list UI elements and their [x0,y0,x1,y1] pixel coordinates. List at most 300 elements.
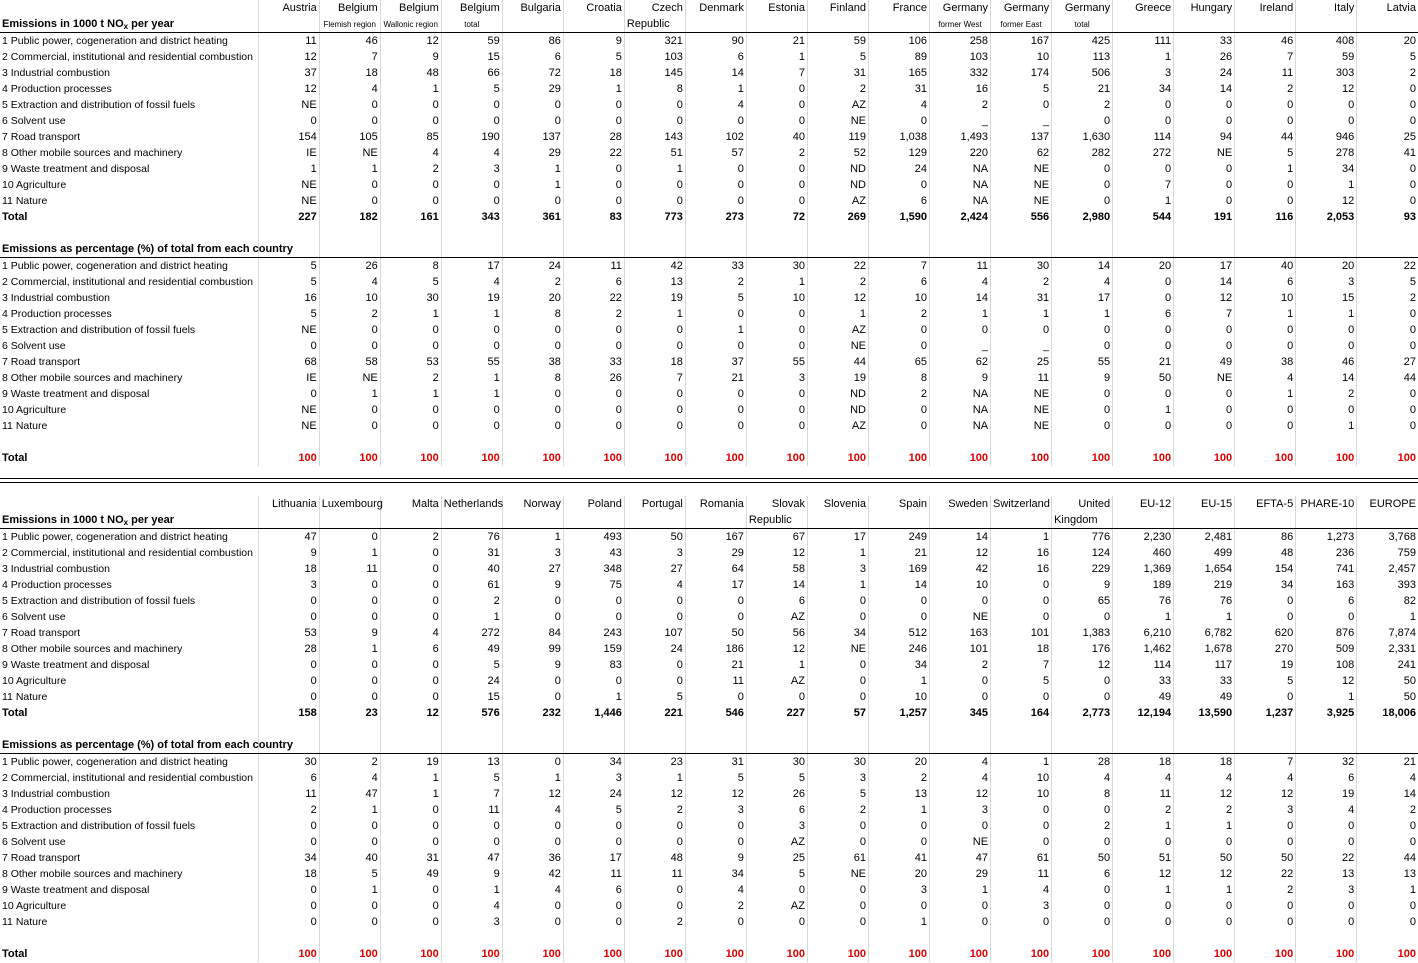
value-cell: 0 [563,402,624,418]
value-cell: AZ [746,898,807,914]
value-cell: 30 [258,754,319,771]
value-cell: 4 [1052,770,1113,786]
value-cell: 4 [1113,770,1174,786]
value-cell: 0 [380,177,441,193]
sector-label: 7 Road transport [2,626,81,639]
value-cell: 4 [441,274,502,290]
value-cell: 0 [1357,914,1418,930]
value-cell: 393 [1357,577,1418,593]
value-cell: 43 [563,545,624,561]
value-cell: 12 [1052,657,1113,673]
value-cell: 42 [624,258,685,275]
value-cell: 258 [930,33,991,50]
value-cell: 0 [1357,386,1418,402]
value-cell: 0 [991,802,1052,818]
value-cell: 94 [1174,129,1235,145]
value-cell: 0 [1052,882,1113,898]
value-cell: 143 [624,129,685,145]
value-cell: 7 [1235,49,1296,65]
total-cell: 343 [441,209,502,225]
value-cell: 31 [807,65,868,81]
value-cell: 89 [868,49,929,65]
value-cell: 10 [868,689,929,705]
value-cell: 0 [624,402,685,418]
value-cell: 5 [624,689,685,705]
value-cell: 34 [685,866,746,882]
empty-cell [624,225,685,241]
value-cell: 0 [319,529,380,546]
value-cell: 0 [1357,177,1418,193]
value-cell: 7 [624,370,685,386]
value-cell: 27 [624,561,685,577]
value-cell: 0 [624,113,685,129]
value-cell: 1 [685,81,746,97]
value-cell: 13 [624,274,685,290]
value-cell: 0 [1052,193,1113,209]
value-cell: 58 [746,561,807,577]
value-cell: 0 [258,113,319,129]
value-cell: 0 [441,338,502,354]
value-cell: 62 [930,354,991,370]
value-cell: 4 [991,882,1052,898]
column-header: United [1052,496,1113,512]
sector-label: 5 Extraction and distribution of fossil fuels [2,819,196,832]
value-cell: 50 [1357,689,1418,705]
value-cell: 1 [991,306,1052,322]
value-cell: 2 [624,802,685,818]
value-cell: 17 [685,577,746,593]
value-cell: 1,678 [1174,641,1235,657]
empty-cell [685,737,746,754]
sector-label: 3 Industrial combustion [2,66,110,79]
value-cell: 1 [624,770,685,786]
value-cell: 68 [258,354,319,370]
value-cell: 5 [380,274,441,290]
value-cell: 5 [441,81,502,97]
value-cell: 0 [1113,290,1174,306]
value-cell: 2 [930,97,991,113]
value-cell: 0 [258,609,319,625]
value-cell: 0 [1113,274,1174,290]
value-cell: 4 [1174,770,1235,786]
value-cell: 9 [1052,577,1113,593]
value-cell: 15 [441,689,502,705]
value-cell: 0 [1357,113,1418,129]
value-cell: 10 [991,770,1052,786]
value-cell: 0 [563,673,624,689]
total-percent-cell: 100 [807,450,868,466]
value-cell: 1 [1113,193,1174,209]
value-cell: 12 [502,786,563,802]
value-cell: 0 [441,402,502,418]
value-cell: 6 [1235,274,1296,290]
column-header: Netherlands [441,496,502,512]
empty-cell [1113,434,1174,450]
empty-cell [1113,737,1174,754]
value-cell: 14 [746,577,807,593]
value-cell: 0 [319,834,380,850]
value-cell: 13 [441,754,502,771]
value-cell: 0 [868,402,929,418]
value-cell: 1 [1174,882,1235,898]
table-row [0,786,1418,802]
value-cell: 0 [868,609,929,625]
value-cell: 1 [1235,306,1296,322]
value-cell: 6 [1052,866,1113,882]
value-cell: 12 [685,786,746,802]
value-cell: AZ [807,97,868,113]
value-cell: 0 [1052,418,1113,434]
value-cell: 2 [1235,81,1296,97]
value-cell: 40 [746,129,807,145]
value-cell: 34 [807,625,868,641]
total-percent-cell: 100 [1296,450,1357,466]
value-cell: 425 [1052,33,1113,50]
value-cell: 460 [1113,545,1174,561]
value-cell: 1 [319,802,380,818]
total-cell: 12,194 [1113,705,1174,721]
value-cell: 0 [380,418,441,434]
value-cell: 2,230 [1113,529,1174,546]
sector-label: 8 Other mobile sources and machinery [2,642,183,655]
empty-cell [380,721,441,737]
empty-cell [319,930,380,946]
value-cell: 0 [930,322,991,338]
value-cell: 2 [319,306,380,322]
sector-label: 6 Solvent use [2,835,66,848]
value-cell: 3 [1296,274,1357,290]
empty-cell [685,434,746,450]
value-cell: 34 [1235,577,1296,593]
empty-cell [502,930,563,946]
value-cell: 1,273 [1296,529,1357,546]
value-cell: 5 [991,81,1052,97]
total-percent-cell: 100 [930,946,991,962]
value-cell: 46 [319,33,380,50]
empty-cell [441,225,502,241]
empty-cell [1235,225,1296,241]
total-percent-cell: 100 [1052,946,1113,962]
value-cell: 189 [1113,577,1174,593]
value-cell: 0 [624,338,685,354]
value-cell: 22 [807,258,868,275]
value-cell: 2 [1052,97,1113,113]
column-subheader [441,512,502,529]
value-cell: 2,331 [1357,641,1418,657]
value-cell: 30 [991,258,1052,275]
value-cell: 0 [807,914,868,930]
total-label: Total [2,210,28,223]
empty-cell [441,721,502,737]
value-cell: 124 [1052,545,1113,561]
table-row [0,834,1418,850]
value-cell: 0 [1113,338,1174,354]
column-header: Malta [380,496,441,512]
column-subheader [746,16,807,33]
table-row [0,161,1418,177]
value-cell: NE [258,97,319,113]
value-cell: 0 [563,386,624,402]
value-cell: 0 [1113,113,1174,129]
value-cell: 0 [380,322,441,338]
total-cell: 12 [380,705,441,721]
value-cell: 2 [685,274,746,290]
value-cell: 12 [807,290,868,306]
value-cell: 11 [563,866,624,882]
value-cell: 0 [563,113,624,129]
value-cell: 0 [380,673,441,689]
percentage-title-row [0,737,1418,754]
title-text: Emissions in 1000 t NO [2,513,124,526]
spacer-row [0,721,1418,737]
empty-cell [563,241,624,258]
value-cell: 0 [258,593,319,609]
value-cell: 7 [991,657,1052,673]
sector-label: 7 Road transport [2,355,81,368]
value-cell: 1 [319,545,380,561]
value-cell: 12 [380,33,441,50]
value-cell: 30 [746,258,807,275]
empty-cell [258,225,319,241]
empty-cell [746,241,807,258]
value-cell: 0 [563,914,624,930]
empty-cell [319,434,380,450]
value-cell: 0 [685,609,746,625]
value-cell: NA [930,386,991,402]
sector-label: 8 Other mobile sources and machinery [2,867,183,880]
column-header: Lithuania [258,496,319,512]
total-cell: 164 [991,705,1052,721]
value-cell: 5 [991,673,1052,689]
column-subheader: former East [991,16,1052,33]
empty-cell [441,737,502,754]
value-cell: 1 [1357,609,1418,625]
empty-cell [0,930,258,946]
column-header: Belgium [380,0,441,16]
table-row [0,657,1418,673]
value-cell: 6 [563,882,624,898]
value-cell: _ [991,338,1052,354]
empty-cell [1174,721,1235,737]
percentage-total-row [0,450,1418,466]
value-cell: 5 [685,290,746,306]
value-cell: 6 [868,274,929,290]
value-cell: 0 [807,689,868,705]
value-cell: 0 [1357,322,1418,338]
value-cell: 408 [1296,33,1357,50]
value-cell: 14 [1296,370,1357,386]
empty-cell [258,930,319,946]
column-subheader [685,16,746,33]
value-cell: 0 [441,193,502,209]
sector-label: 4 Production processes [2,803,112,816]
value-cell: 64 [685,561,746,577]
column-subheader [1113,512,1174,529]
column-subheader: Flemish region [319,16,380,33]
value-cell: 1 [807,577,868,593]
value-cell: 0 [1296,113,1357,129]
value-cell: 1 [441,306,502,322]
value-cell: 50 [1174,850,1235,866]
value-cell: 176 [1052,641,1113,657]
value-cell: 137 [502,129,563,145]
sector-label: 7 Road transport [2,130,81,143]
value-cell: 20 [1296,258,1357,275]
value-cell: 66 [441,65,502,81]
empty-cell [1052,241,1113,258]
value-cell: 5 [746,770,807,786]
value-cell: 946 [1296,129,1357,145]
total-percent-cell: 100 [441,450,502,466]
total-cell: 576 [441,705,502,721]
value-cell: 1 [868,673,929,689]
empty-cell [868,241,929,258]
value-cell: 56 [746,625,807,641]
value-cell: 0 [1052,177,1113,193]
value-cell: 34 [563,754,624,771]
empty-cell [807,434,868,450]
value-cell: 506 [1052,65,1113,81]
empty-cell [868,930,929,946]
value-cell: 65 [1052,593,1113,609]
value-cell: 8 [502,306,563,322]
value-cell: 0 [685,306,746,322]
value-cell: 7 [746,65,807,81]
value-cell: 129 [868,145,929,161]
column-subheader [991,512,1052,529]
value-cell: 4 [685,97,746,113]
value-cell: IE [258,370,319,386]
value-cell: 0 [991,689,1052,705]
value-cell: 47 [930,850,991,866]
value-cell: 50 [1235,850,1296,866]
empty-cell [380,225,441,241]
empty-cell [1296,434,1357,450]
value-cell: 220 [930,145,991,161]
value-cell: 0 [258,898,319,914]
value-cell: 0 [685,177,746,193]
empty-cell [441,241,502,258]
value-cell: 3 [868,882,929,898]
value-cell: 20 [1357,33,1418,50]
value-cell: 4 [1235,770,1296,786]
value-cell: 2 [380,161,441,177]
value-cell: 11 [624,866,685,882]
empty-cell [319,737,380,754]
total-cell: 546 [685,705,746,721]
value-cell: 18 [258,866,319,882]
value-cell: 0 [380,609,441,625]
table-row [0,898,1418,914]
value-cell: 1 [563,81,624,97]
value-cell: 4 [930,770,991,786]
value-cell: 0 [1296,97,1357,113]
column-header: Czech [624,0,685,16]
value-cell: 24 [868,161,929,177]
value-cell: 31 [868,81,929,97]
value-cell: ND [807,177,868,193]
value-cell: 4 [441,898,502,914]
value-cell: 86 [502,33,563,50]
value-cell: 0 [807,657,868,673]
sector-label: 3 Industrial combustion [2,562,110,575]
table-row [0,754,1418,771]
value-cell: 1 [991,754,1052,771]
sector-label: 6 Solvent use [2,114,66,127]
value-cell: 5 [807,49,868,65]
value-cell: 12 [1113,866,1174,882]
sector-label: 11 Nature [2,419,48,432]
value-cell: 0 [807,818,868,834]
value-cell: 6 [868,193,929,209]
column-header: Portugal [624,496,685,512]
value-cell: 4 [319,81,380,97]
value-cell: 105 [319,129,380,145]
value-cell: 2 [746,145,807,161]
value-cell: 61 [991,850,1052,866]
total-label: Total [2,451,28,464]
value-cell: 5 [258,258,319,275]
value-cell: 22 [1357,258,1418,275]
value-cell: 2 [807,274,868,290]
value-cell: 620 [1235,625,1296,641]
value-cell: 0 [685,593,746,609]
value-cell: 0 [258,882,319,898]
value-cell: 53 [380,354,441,370]
value-cell: 10 [868,290,929,306]
table-row [0,145,1418,161]
value-cell: 0 [807,898,868,914]
column-subheader: total [441,16,502,33]
value-cell: 0 [1357,338,1418,354]
column-header: Bulgaria [502,0,563,16]
empty-cell [868,721,929,737]
column-subheader [563,512,624,529]
column-header: PHARE-10 [1296,496,1357,512]
value-cell: 776 [1052,529,1113,546]
total-cell: 773 [624,209,685,225]
value-cell: 61 [441,577,502,593]
total-cell: 544 [1113,209,1174,225]
value-cell: 2,457 [1357,561,1418,577]
value-cell: 6 [1296,593,1357,609]
total-cell: 361 [502,209,563,225]
empty-cell [1174,225,1235,241]
value-cell: 9 [502,577,563,593]
value-cell: 33 [1174,33,1235,50]
total-cell: 1,237 [1235,705,1296,721]
value-cell: 0 [746,113,807,129]
empty-cell [991,434,1052,450]
value-cell: 2 [1357,802,1418,818]
total-percent-cell: 100 [1296,946,1357,962]
value-cell: 19 [380,754,441,771]
sector-label: 9 Waste treatment and disposal [2,658,150,671]
value-cell: 0 [1113,161,1174,177]
value-cell: 10 [991,786,1052,802]
value-cell: 0 [685,113,746,129]
value-cell: 0 [1052,689,1113,705]
table-row [0,49,1418,65]
value-cell: 4 [319,770,380,786]
value-cell: 321 [624,33,685,50]
value-cell: 0 [1357,834,1418,850]
value-cell: 0 [1174,161,1235,177]
empty-cell [0,721,258,737]
total-percent-cell: 100 [1113,450,1174,466]
value-cell: NA [930,193,991,209]
table-row [0,593,1418,609]
